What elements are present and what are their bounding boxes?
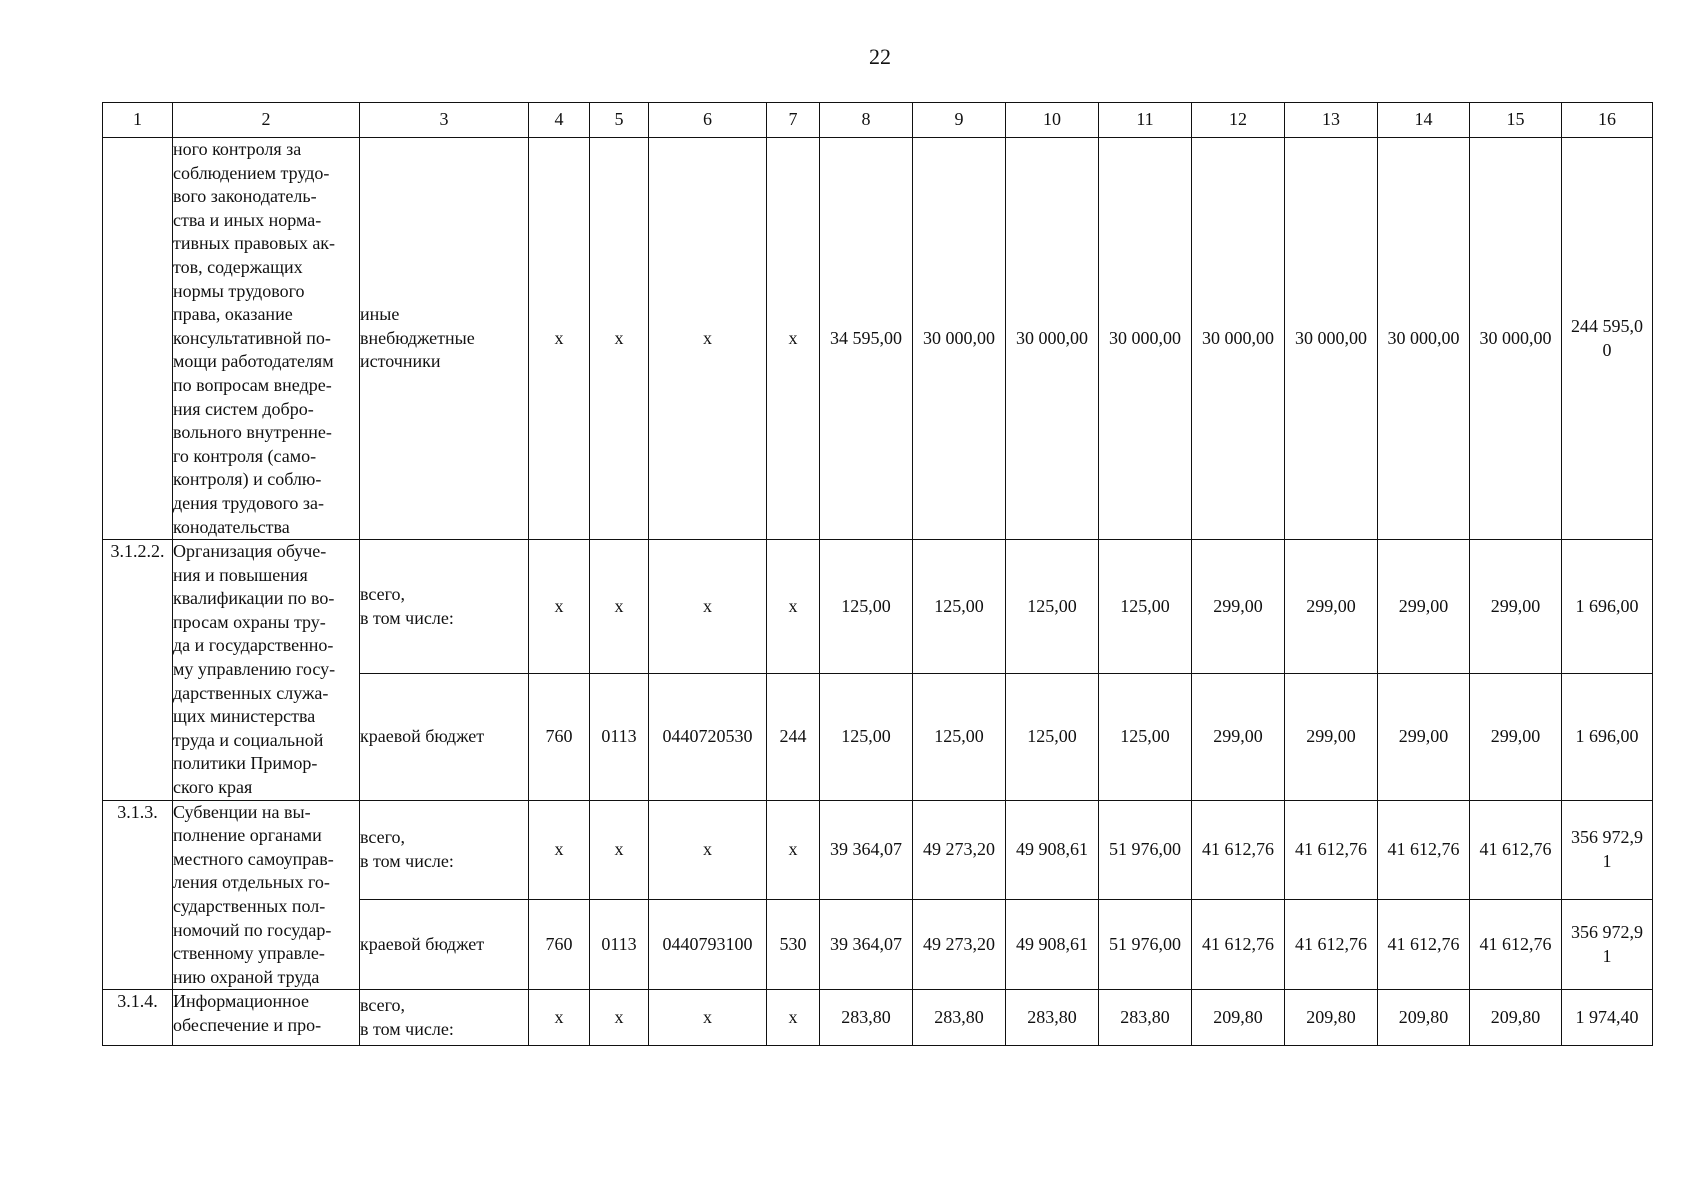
year-value-cell: 283,80 (820, 990, 913, 1046)
code-cell: x (529, 990, 590, 1046)
col-header: 14 (1378, 103, 1470, 138)
code-cell: 760 (529, 673, 590, 800)
year-value-cell: 41 612,76 (1470, 800, 1562, 899)
year-value-cell: 125,00 (913, 673, 1006, 800)
col-header: 3 (360, 103, 529, 138)
year-value-cell: 51 976,00 (1099, 900, 1192, 990)
year-value-cell: 49 273,20 (913, 900, 1006, 990)
year-value-cell: 209,80 (1378, 990, 1470, 1046)
col-header: 11 (1099, 103, 1192, 138)
col-header: 15 (1470, 103, 1562, 138)
year-value-cell: 39 364,07 (820, 800, 913, 899)
year-value-cell: 41 612,76 (1192, 800, 1285, 899)
code-cell: x (529, 800, 590, 899)
col-header: 4 (529, 103, 590, 138)
funding-source-cell (360, 138, 529, 540)
funding-source-line: в том числе: (360, 1018, 454, 1039)
table-row (103, 800, 1653, 899)
year-value-cell: 299,00 (1192, 673, 1285, 800)
year-value-cell: 30 000,00 (1099, 138, 1192, 540)
description-line: сударственных пол- (173, 896, 326, 916)
description-line: вольного внутренне- (173, 422, 332, 443)
year-value-cell: 39 364,07 (820, 900, 913, 990)
funding-source-line: краевой бюджет (360, 933, 485, 954)
year-value-cell: 125,00 (820, 673, 913, 800)
col-header: 16 (1562, 103, 1653, 138)
total-cell (1562, 990, 1653, 1046)
description-line: ления отдельных го- (173, 872, 330, 893)
code-cell: 0113 (590, 673, 649, 800)
description-line: консультативной по- (173, 327, 331, 348)
table-row (103, 540, 1653, 674)
description-line: Информационное (173, 991, 310, 1012)
description-line: му управлению госу- (173, 659, 336, 680)
year-value-cell: 209,80 (1192, 990, 1285, 1046)
total-cell (1562, 540, 1653, 674)
year-value-cell: 209,80 (1470, 990, 1562, 1046)
year-value-cell: 34 595,00 (820, 138, 913, 540)
description-line: права, оказание (173, 304, 293, 325)
description-line: ского края (173, 777, 253, 798)
description-line: дения трудового за- (173, 492, 324, 513)
year-value-cell: 49 908,61 (1006, 900, 1099, 990)
year-value-cell: 49 273,20 (913, 800, 1006, 899)
year-value-cell: 299,00 (1470, 540, 1562, 674)
code-cell: x (649, 138, 767, 540)
description-line: нормы трудового (173, 280, 305, 301)
col-header: 9 (913, 103, 1006, 138)
description-line: тивных правовых ак- (173, 233, 336, 254)
description-line: Организация обуче- (173, 541, 327, 562)
item-number-cell: 3.1.2.2. (103, 540, 173, 801)
total-cell (1562, 900, 1653, 990)
year-value-cell: 30 000,00 (1285, 138, 1378, 540)
total-line: 244 595,0 (1571, 315, 1643, 336)
code-cell: x (767, 990, 820, 1046)
code-cell: x (529, 540, 590, 674)
funding-source-cell (360, 673, 529, 800)
funding-source-line: в том числе: (360, 607, 454, 628)
item-number-cell: 3.1.4. (103, 990, 173, 1046)
total-line: 1 (1602, 945, 1612, 966)
year-value-cell: 41 612,76 (1285, 800, 1378, 899)
description-line: ного контроля за (173, 139, 302, 159)
code-cell: x (590, 800, 649, 899)
year-value-cell: 125,00 (820, 540, 913, 674)
code-cell: x (649, 540, 767, 674)
year-value-cell: 125,00 (1099, 540, 1192, 674)
year-value-cell: 283,80 (1006, 990, 1099, 1046)
year-value-cell: 209,80 (1285, 990, 1378, 1046)
total-line: 356 972,9 (1571, 827, 1643, 848)
table-row (103, 990, 1653, 1046)
total-line: 1 974,40 (1575, 1007, 1639, 1028)
year-value-cell: 41 612,76 (1378, 800, 1470, 899)
code-cell: x (590, 990, 649, 1046)
col-header: 10 (1006, 103, 1099, 138)
year-value-cell: 49 908,61 (1006, 800, 1099, 899)
code-cell: 0440720530 (649, 673, 767, 800)
description-line: нию охраной труда (173, 966, 320, 987)
year-value-cell: 283,80 (913, 990, 1006, 1046)
col-header: 6 (649, 103, 767, 138)
year-value-cell: 41 612,76 (1285, 900, 1378, 990)
description-line: Субвенции на вы- (173, 801, 311, 822)
description-line: полнение органами (173, 825, 322, 846)
table-row (103, 138, 1653, 540)
description-line: политики Примор- (173, 753, 318, 774)
total-line: 356 972,9 (1571, 922, 1643, 943)
funding-source-cell (360, 990, 529, 1046)
total-cell (1562, 800, 1653, 899)
description-line: конодательства (173, 516, 290, 537)
funding-source-line: всего, (360, 583, 406, 604)
code-cell: x (649, 990, 767, 1046)
total-line: 1 (1602, 850, 1612, 871)
funding-source-line: в том числе: (360, 850, 454, 871)
description-line: дарственных служа- (173, 682, 329, 703)
description-line: вого законодатель- (173, 186, 317, 207)
description-line: да и государственно- (173, 635, 334, 656)
description-line: по вопросам внедре- (173, 374, 332, 395)
col-header: 8 (820, 103, 913, 138)
code-cell: x (590, 540, 649, 674)
total-line: 0 (1602, 339, 1612, 360)
code-cell: x (590, 138, 649, 540)
year-value-cell: 30 000,00 (1378, 138, 1470, 540)
description-line: обеспечение и про- (173, 1014, 322, 1035)
page-number: 22 (869, 44, 891, 69)
total-line: 1 696,00 (1575, 595, 1639, 616)
funding-source-cell (360, 540, 529, 674)
funding-source-line: внебюджетные (360, 327, 475, 348)
year-value-cell: 299,00 (1285, 673, 1378, 800)
code-cell: 530 (767, 900, 820, 990)
year-value-cell: 299,00 (1470, 673, 1562, 800)
funding-source-cell (360, 800, 529, 899)
description-line: тов, содержащих (173, 256, 303, 277)
code-cell: x (767, 540, 820, 674)
col-header: 13 (1285, 103, 1378, 138)
description-line: номочий по государ- (173, 919, 332, 940)
year-value-cell: 41 612,76 (1378, 900, 1470, 990)
col-header: 5 (590, 103, 649, 138)
col-header: 7 (767, 103, 820, 138)
funding-source-cell (360, 900, 529, 990)
description-line: го контроля (само- (173, 445, 317, 466)
description-cell (173, 540, 360, 801)
description-line: мощи работодателям (173, 351, 334, 372)
col-header: 1 (103, 103, 173, 138)
year-value-cell: 299,00 (1192, 540, 1285, 674)
year-value-cell: 299,00 (1378, 673, 1470, 800)
item-number-cell (103, 138, 173, 540)
year-value-cell: 30 000,00 (1192, 138, 1285, 540)
description-line: соблюдением трудо- (173, 162, 330, 183)
year-value-cell: 41 612,76 (1470, 900, 1562, 990)
funding-source-line: краевой бюджет (360, 726, 485, 746)
description-line: ния и повышения (173, 564, 308, 585)
description-line: ства и иных норма- (173, 209, 322, 230)
code-cell: x (767, 800, 820, 899)
description-line: контроля) и соблю- (173, 469, 322, 490)
funding-source-line: источники (360, 351, 441, 372)
year-value-cell: 299,00 (1378, 540, 1470, 674)
description-line: местного самоуправ- (173, 848, 334, 869)
description-line: просам охраны тру- (173, 611, 326, 632)
description-cell (173, 800, 360, 990)
year-value-cell: 125,00 (1099, 673, 1192, 800)
item-number-cell: 3.1.3. (103, 800, 173, 990)
description-line: ния систем добро- (173, 398, 314, 419)
funding-source-line: иные (360, 304, 400, 325)
code-cell: x (529, 138, 590, 540)
header-row (103, 103, 1653, 138)
total-cell (1562, 138, 1653, 540)
funding-source-line: всего, (360, 995, 406, 1016)
code-cell: 760 (529, 900, 590, 990)
description-line: щих министерства (173, 706, 316, 727)
code-cell: x (767, 138, 820, 540)
col-header: 2 (173, 103, 360, 138)
year-value-cell: 299,00 (1285, 540, 1378, 674)
year-value-cell: 30 000,00 (1470, 138, 1562, 540)
total-cell (1562, 673, 1653, 800)
year-value-cell: 30 000,00 (913, 138, 1006, 540)
year-value-cell: 125,00 (1006, 673, 1099, 800)
code-cell: 0440793100 (649, 900, 767, 990)
code-cell: x (649, 800, 767, 899)
description-line: ственному управле- (173, 943, 325, 964)
total-line: 1 696,00 (1575, 726, 1639, 746)
year-value-cell: 283,80 (1099, 990, 1192, 1046)
budget-table (102, 102, 1653, 1046)
code-cell: 0113 (590, 900, 649, 990)
col-header: 12 (1192, 103, 1285, 138)
description-line: труда и социальной (173, 729, 324, 750)
funding-source-line: всего, (360, 827, 406, 848)
description-line: квалификации по во- (173, 588, 335, 609)
year-value-cell: 125,00 (1006, 540, 1099, 674)
year-value-cell: 51 976,00 (1099, 800, 1192, 899)
year-value-cell: 41 612,76 (1192, 900, 1285, 990)
description-cell (173, 138, 360, 540)
description-cell (173, 990, 360, 1046)
code-cell: 244 (767, 673, 820, 800)
year-value-cell: 125,00 (913, 540, 1006, 674)
year-value-cell: 30 000,00 (1006, 138, 1099, 540)
